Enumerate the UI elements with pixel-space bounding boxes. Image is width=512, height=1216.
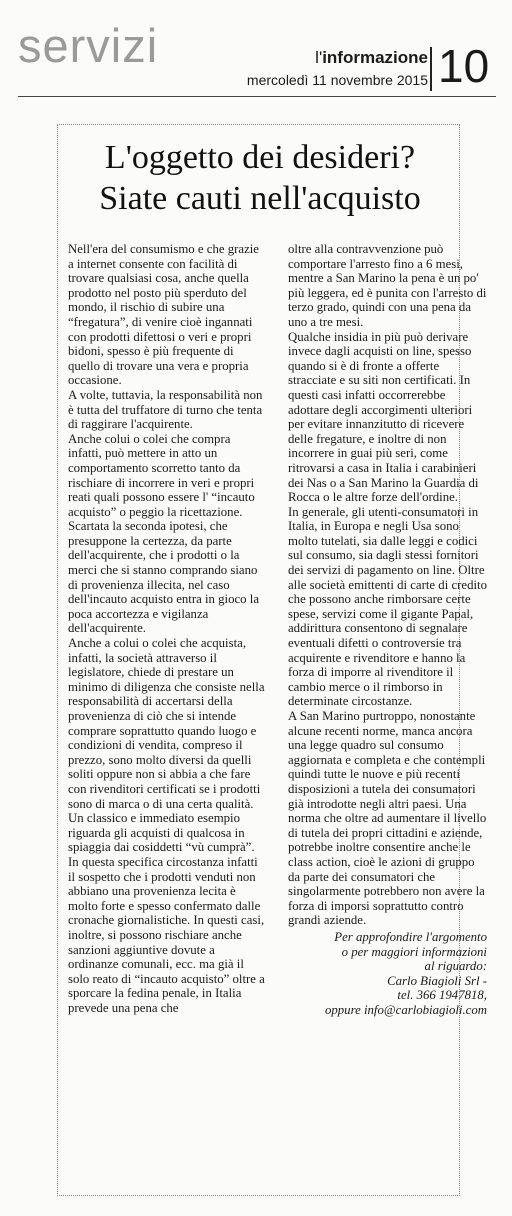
newspaper-name-prefix: l': [315, 48, 323, 67]
article-column-1: [68, 242, 267, 1015]
paragraph: Scartata la seconda ipotesi, che presuppone la certezza, da parte dell'acquirente, che i prodotti o la merci che si stanno comprando siano di provenienza illecita, nel caso dell'incauto acquisto entra in gioco la poca accortezza e vigilanza dell'acquirente.: [68, 519, 259, 636]
headline-line-2: Siate cauti nell'acquisto: [99, 180, 421, 217]
article-column-2: [288, 242, 487, 1017]
paragraph: A San Marino purtroppo, nonostante alcune recenti norme, manca ancora una legge quadro sul consumo aggiornata e completa e che contempli quindi tutte le nuove e più recenti disposizioni a tutela dei consumatori già introdotte negli altri paesi. Una norma che oltre ad aumentare il livello di tutela dei propri cittadini e aziende, potrebbe inoltre consentire anche le class action, cioè le azioni di gruppo da parte dei consumatori che singolarmente potrebbero non avere la forza di imporsi soprattutto contro grandi aziende.: [288, 709, 487, 928]
paragraph: A volte, tuttavia, la responsabilità non è tutta del truffatore di turno che tenta di raggirare l'acquirente.: [68, 387, 263, 432]
header-divider: [18, 96, 496, 97]
article-headline: [60, 137, 460, 219]
signoff-phone: tel. 366 1947818,: [397, 988, 487, 1003]
header-vertical-divider: [430, 47, 432, 91]
section-title: servizi: [18, 19, 159, 72]
signoff-line: Per approfondire l'argomento: [334, 929, 487, 944]
signoff-line: al riguardo:: [424, 959, 487, 974]
paragraph: In questa specifica circostanza infatti il sospetto che i prodotti venduti non abbiano una provenienza lecita è molto forte e spesso confermato dalle cronache giornalistiche. In questi casi, inoltre, si possono rischiare anche sanzioni aggiuntive dovute a ordinanze comunali, ecc. ma già il solo reato di “incauto acquisto” oltre a sporcare la fedina penale, in Italia prevede una pena che: [68, 854, 265, 1015]
issue-date: mercoledì 11 novembre 2015: [246, 72, 428, 88]
headline-line-1: L'oggetto dei desideri?: [104, 139, 416, 176]
paragraph: Anche a colui o colei che acquista, infatti, la società attraverso il legislatore, chiede di prestare un minimo di diligenza che consiste nella responsabilità di accertarsi della provenienza di ciò che si intende comprare soprattutto quando luogo e condizioni di vendita, compreso il prezzo, sono molto diversi da quelli soliti oppure non si abbia a che fare con rivenditori certificati se i prodotti sono di marca o di una certa qualità.: [68, 636, 265, 811]
paragraph: In generale, gli utenti-consumatori in Italia, in Europa e negli Usa sono molto tutelati, sia dalle leggi e codici sul consumo, sia dagli stessi fornitori dei servizi di pagamento on line. Oltre alle società emittenti di carte di credito che possono anche rimborsare certe spese, servizi come il gigante Papal, addirittura consentono di segnalare eventuali difetti o controversie tra acquirente e rivenditore e hanno la forza di imporre al rivenditore il cambio merce o il rimborso in determinate circostanze.: [288, 504, 487, 709]
paragraph: Un classico e immediato esempio riguarda gli acquisti di qualcosa in spiaggia dai cosiddetti “vù cumprà”.: [68, 811, 255, 855]
page-number: 10: [438, 40, 490, 92]
signoff-email[interactable]: oppure info@carlobiagioli.com: [324, 1002, 487, 1017]
newspaper-name: [315, 49, 428, 66]
signoff-line: o per maggiori informazioni: [341, 944, 487, 959]
paragraph: Anche colui o colei che compra infatti, può mettere in atto un comportamento scorretto tanto da rischiare di incorrere in veri e propri reati quali possono essere l' “incauto acquisto” o peggio la ricettazione.: [68, 431, 255, 519]
paragraph: Nell'era del consumismo e che grazie a internet consente con facilità di trovare qualsiasi cosa, anche quella prodotto nel posto più sperduto del mondo, il rischio di subire una “fregatura”, di venire cioè ingannati con prodotti difettosi o veri e propri bidoni, spesso è più frequente di quello di trovare una vera e propria occasione.: [68, 242, 259, 388]
newspaper-name-word: informazione: [322, 48, 428, 67]
paragraph: Qualche insidia in più può derivare invece dagli acquisti on line, spesso quando si è di fronte a offerte stracciate e su siti non certificati. In questi casi infatti occorrerebbe adottare degli accorgimenti ulteriori per evitare innanzitutto di ricevere delle fregature, e inoltre di non incorrere in guai più seri, come ritrovarsi a casa in Italia i carabinieri dei Nas o a San Marino la Guardia di Rocca o le altre forze dell'ordine.: [288, 329, 479, 505]
article-signoff: [288, 930, 487, 1018]
paragraph: oltre alla contravvenzione può comportare l'arresto fino a 6 mesi, mentre a San Marino la pena è un po' più leggera, ed è punita con l'arresto di terzo grado, quindi con una pena da uno a tre mesi.: [288, 242, 487, 329]
signoff-company: Carlo Biagioli Srl -: [387, 973, 487, 988]
